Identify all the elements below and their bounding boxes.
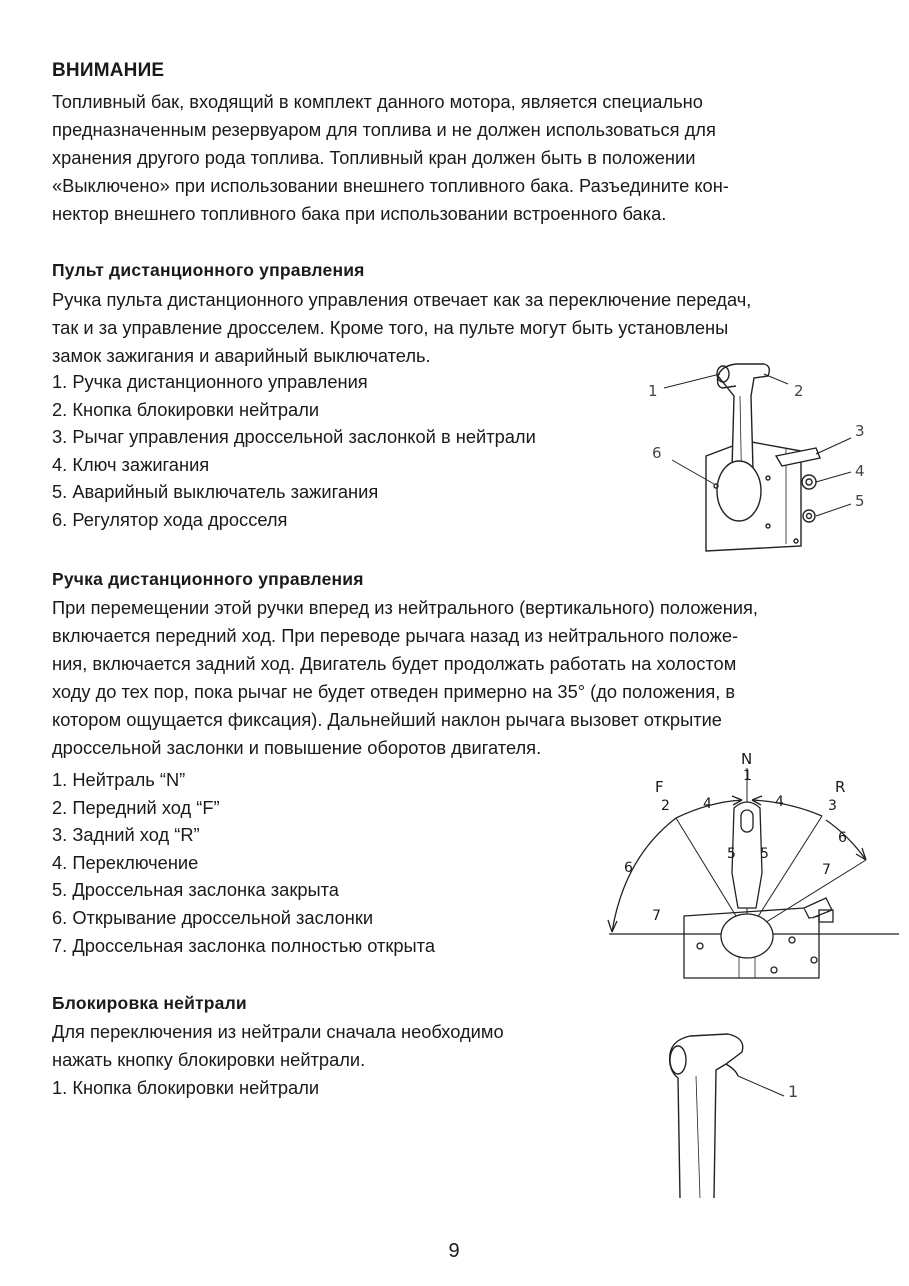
lock-line: нажать кнопку блокировки нейтрали.: [52, 1049, 366, 1070]
handle-heading: Ручка дистанционного управления: [52, 569, 364, 589]
list-item: 7. Дроссельная заслонка полностью открыта: [52, 934, 435, 956]
list-item: 3. Рычаг управления дроссельной заслонкой в нейтрали: [52, 426, 536, 448]
lock-line: Для переключения из нейтрали сначала необходимо: [52, 1021, 504, 1042]
lock-heading: Блокировка нейтрали: [52, 993, 247, 1013]
list-item: 3. Задний ход “R”: [52, 824, 200, 846]
attention-line: «Выключено» при использовании внешнего топливного бака. Разъедините кон-: [52, 175, 729, 196]
handle-line: включается передний ход. При переводе рычага назад из нейтрального положе-: [52, 625, 739, 646]
figure-label: 7: [652, 908, 661, 924]
label-neutral: N: [741, 750, 753, 768]
figure-label: 2: [794, 382, 804, 400]
handle-line: При перемещении этой ручки вперед из нейтрального (вертикального) положения,: [52, 597, 758, 618]
figure-label: 5: [760, 846, 769, 862]
list-item: 1. Ручка дистанционного управления: [52, 371, 368, 392]
figure-label: 1: [743, 768, 752, 784]
lever-positions-figure: [604, 748, 904, 988]
handle-line: ходу до тех пор, пока рычаг не будет отведен примерно на 35° (до положения, в: [52, 681, 736, 702]
figure-label: 6: [652, 444, 662, 462]
handle-line: ния, включается задний ход. Двигатель будет продолжать работать на холостом: [52, 653, 737, 674]
figure-label: 1: [788, 1082, 799, 1101]
lock-paragraph: [52, 1018, 612, 1074]
figure-label: 7: [822, 862, 831, 878]
list-item: 6. Регулятор хода дросселя: [52, 508, 288, 530]
attention-paragraph: [52, 88, 858, 228]
list-item: 6. Открывание дроссельной заслонки: [52, 906, 374, 928]
remote-line: так и за управление дросселем. Кроме того, на пульте могут быть установлены: [52, 317, 729, 338]
handle-paragraph: [52, 594, 868, 762]
list-item: 5. Аварийный выключатель зажигания: [52, 481, 379, 503]
remote-heading: Пульт дистанционного управления: [52, 260, 365, 280]
handle-line: дроссельной заслонки и повышение оборотов двигателя.: [52, 737, 542, 758]
lock-list: [52, 1074, 319, 1102]
figure-label: 1: [648, 382, 658, 400]
handle-line: котором ощущается фиксация). Дальнейший наклон рычага вызовет открытие: [52, 709, 722, 730]
list-item: 1. Кнопка блокировки нейтрали: [52, 1077, 320, 1098]
neutral-lock-figure: [656, 1020, 816, 1200]
list-item: 4. Переключение: [52, 851, 199, 873]
list-item: 2. Передний ход “F”: [52, 796, 220, 818]
remote-line: Ручка пульта дистанционного управления отвечает как за переключение передач,: [52, 289, 752, 310]
attention-line: Топливный бак, входящий в комплект данного мотора, является специально: [52, 91, 703, 112]
page-number: 9: [448, 1240, 460, 1262]
list-item: 4. Ключ зажигания: [52, 453, 210, 475]
attention-line: нектор внешнего топливного бака при использовании встроенного бака.: [52, 203, 667, 224]
figure-label: 2: [661, 798, 670, 814]
figure-label: 3: [855, 422, 865, 440]
figure-label: 6: [624, 860, 633, 876]
list-item: 2. Кнопка блокировки нейтрали: [52, 398, 320, 420]
list-item: 1. Нейтраль “N”: [52, 769, 186, 790]
remote-control-figure: [636, 356, 876, 556]
list-item: 5. Дроссельная заслонка закрыта: [52, 879, 339, 901]
remote-line: замок зажигания и аварийный выключатель.: [52, 345, 431, 366]
figure-label: 4: [775, 794, 784, 810]
figure-label: 6: [838, 830, 847, 846]
attention-line: хранения другого рода топлива. Топливный кран должен быть в положении: [52, 147, 696, 168]
label-forward: F: [655, 778, 664, 796]
remote-parts-list: [52, 368, 536, 534]
figure-label: 4: [703, 796, 712, 812]
figure-label: 3: [828, 798, 837, 814]
figure-label: 5: [727, 846, 736, 862]
handle-positions-list: [52, 766, 435, 959]
attention-heading: ВНИМАНИЕ: [52, 60, 165, 81]
figure-label: 4: [855, 462, 865, 480]
label-reverse: R: [835, 778, 846, 796]
attention-line: предназначенным резервуаром для топлива и не должен использоваться для: [52, 119, 716, 140]
figure-label: 5: [855, 492, 865, 510]
